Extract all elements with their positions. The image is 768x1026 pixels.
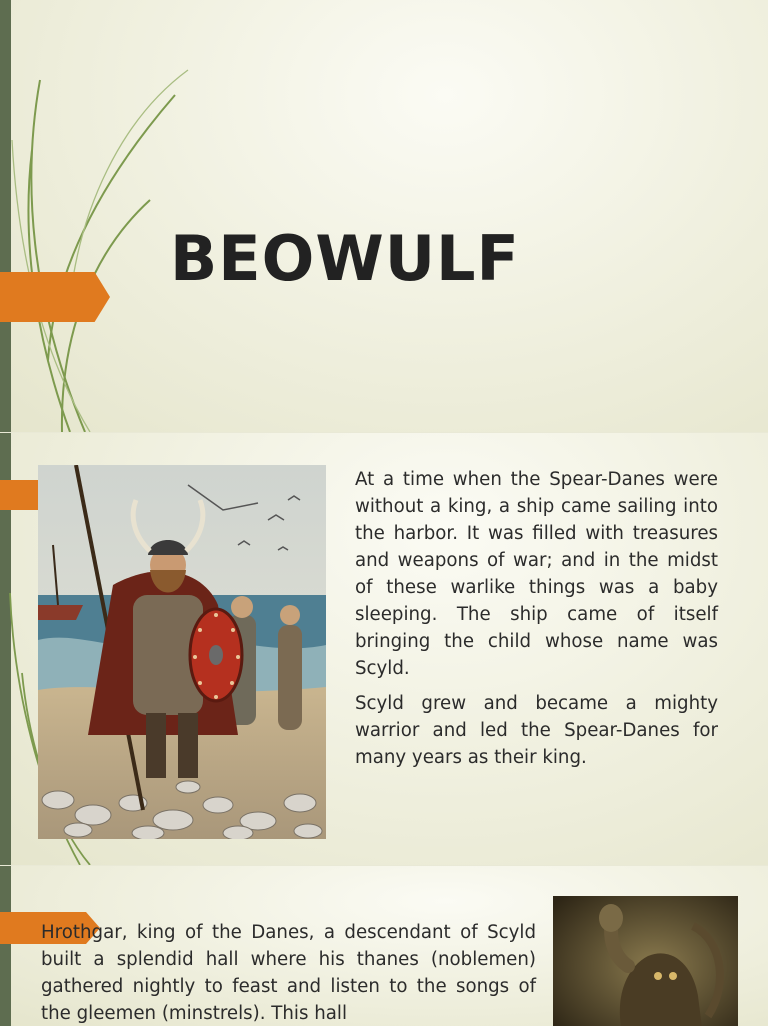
slide-left-bar <box>0 0 11 432</box>
slide-left-bar <box>0 866 11 1026</box>
swoosh-decoration <box>0 0 200 432</box>
slide-title <box>0 0 768 432</box>
slide-hrothgar <box>0 866 768 1026</box>
story-text <box>41 919 536 1026</box>
paragraph-scyld-king: Scyld grew and became a mighty warrior and led the Spear-Danes for many years as their king. <box>355 693 718 768</box>
paragraph-hrothgar: Hrothgar, king of the Danes, a descendant of Scyld built a splendid hall where his thanes (noblemen) gathered nightly to feast and listen to the songs of the gleemen (minstrels). This hall <box>41 922 536 1024</box>
slide-title-text: BEOWULF <box>170 222 520 295</box>
monster-illustration <box>553 896 738 1026</box>
paragraph-scyld-arrival: At a time when the Spear-Danes were without a king, a ship came sailing into the harbor. It was filled with treasures and weapons of war; and in the midst of these warlike things was a baby sleeping. The ship came of itself bringing the child whose name was Scyld. <box>355 469 718 679</box>
orange-tab <box>0 480 40 510</box>
orange-tab <box>0 272 110 322</box>
slide-scyld <box>0 433 768 865</box>
story-text <box>355 466 718 771</box>
viking-warrior-illustration <box>38 465 326 839</box>
